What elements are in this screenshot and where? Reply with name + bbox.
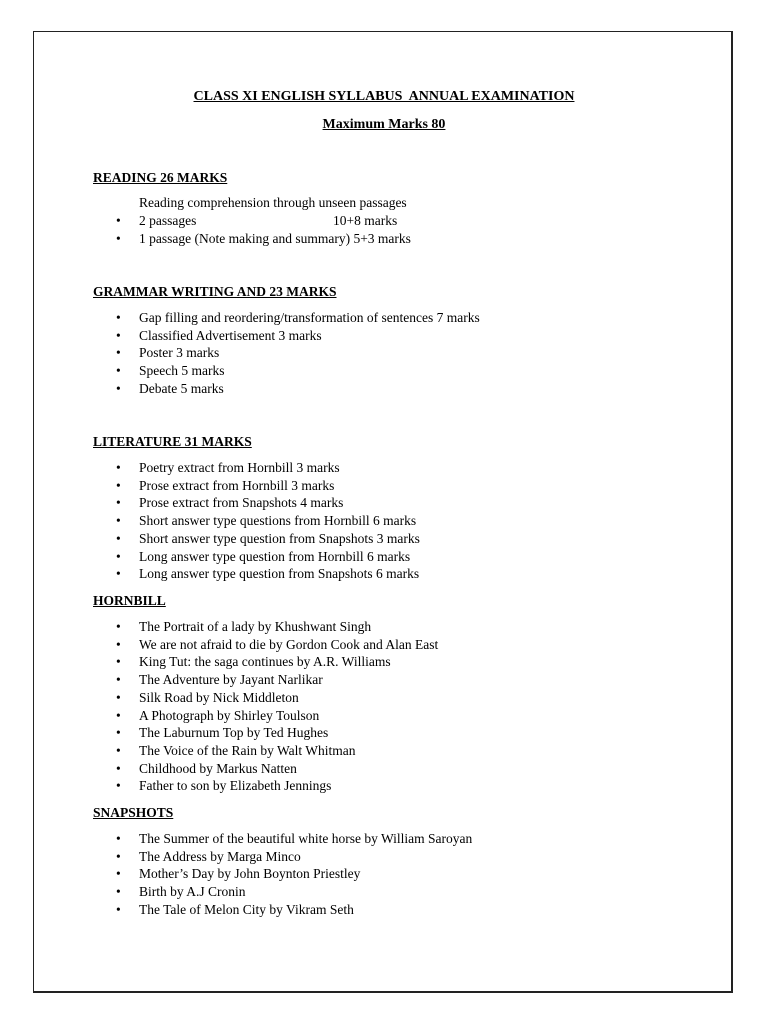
bullet-icon: • bbox=[116, 548, 121, 564]
list-item-text: Poetry extract from Hornbill 3 marks bbox=[139, 460, 340, 475]
list-item-text: Poster 3 marks bbox=[139, 345, 220, 361]
bullet-icon: • bbox=[116, 230, 121, 246]
bullet-icon: • bbox=[116, 310, 121, 325]
list-item-text: Classified Advertisement 3 marks bbox=[139, 327, 322, 343]
bullet-icon: • bbox=[116, 901, 121, 917]
bullet-icon: • bbox=[116, 327, 121, 343]
list-item bbox=[116, 309, 480, 327]
list-item-text: Long answer type question from Hornbill 6 marks bbox=[139, 548, 411, 564]
list-item-text: Debate 5 marks bbox=[139, 380, 224, 396]
list-item-text: Birth by A.J Cronin bbox=[139, 884, 246, 900]
bullet-icon: • bbox=[116, 707, 121, 723]
list-item-text: Short answer type question from Snapshots 3 marks bbox=[139, 530, 420, 546]
list-item bbox=[116, 565, 420, 583]
bullet-icon: • bbox=[116, 213, 121, 228]
list-item bbox=[116, 212, 411, 230]
bullet-icon: • bbox=[116, 363, 121, 379]
list-item-text: King Tut: the saga continues by A.R. Williams bbox=[139, 654, 391, 670]
bullet-icon: • bbox=[116, 495, 121, 511]
list-item-text: Prose extract from Hornbill 3 marks bbox=[139, 477, 335, 493]
document-title: CLASS XI ENGLISH SYLLABUS ANNUAL EXAMINATION bbox=[193, 89, 575, 104]
list-item-text: Short answer type questions from Hornbill 6 marks bbox=[139, 513, 417, 529]
list-item-text: Gap filling and reordering/transformation of sentences 7 marks bbox=[139, 310, 480, 325]
list-item bbox=[116, 724, 438, 742]
bullet-icon: • bbox=[116, 619, 121, 634]
bullet-icon: • bbox=[116, 689, 121, 705]
list-item bbox=[116, 848, 472, 866]
list-item bbox=[116, 883, 472, 901]
list-item bbox=[116, 636, 438, 654]
list-item bbox=[116, 230, 411, 248]
list-item bbox=[116, 653, 438, 671]
bullet-icon: • bbox=[116, 778, 121, 794]
bullet-icon: • bbox=[116, 760, 121, 776]
list-item-text: Long answer type question from Snapshots 6 marks bbox=[139, 566, 420, 582]
bullet-icon: • bbox=[116, 636, 121, 652]
list-item-text: The Laburnum Top by Ted Hughes bbox=[139, 725, 329, 741]
bullet-icon: • bbox=[116, 848, 121, 864]
list-item-text: Prose extract from Snapshots 4 marks bbox=[139, 495, 344, 511]
bullet-icon: • bbox=[116, 477, 121, 493]
list-item bbox=[116, 671, 438, 689]
bullet-icon: • bbox=[116, 654, 121, 670]
list-item bbox=[116, 742, 438, 760]
hornbill-heading: HORNBILL bbox=[93, 593, 166, 608]
list-item bbox=[116, 830, 472, 848]
list-item-text: The Adventure by Jayant Narlikar bbox=[139, 672, 323, 688]
list-item bbox=[116, 689, 438, 707]
list-item bbox=[116, 512, 420, 530]
list-item-text: Father to son by Elizabeth Jennings bbox=[139, 778, 332, 794]
list-item bbox=[116, 380, 480, 398]
bullet-icon: • bbox=[116, 884, 121, 900]
literature-list bbox=[116, 459, 420, 583]
list-item bbox=[116, 548, 420, 566]
list-item-text: Childhood by Markus Natten bbox=[139, 760, 297, 776]
list-item-text: The Address by Marga Minco bbox=[139, 848, 301, 864]
list-item bbox=[116, 327, 480, 345]
list-item bbox=[116, 530, 420, 548]
document-subtitle: Maximum Marks 80 bbox=[322, 117, 446, 132]
list-item-text: The Summer of the beautiful white horse by William Saroyan bbox=[139, 831, 473, 846]
list-item-text: We are not afraid to die by Gordon Cook and Alan East bbox=[139, 636, 439, 652]
snapshots-list bbox=[116, 830, 472, 919]
list-item-text: Silk Road by Nick Middleton bbox=[139, 689, 299, 705]
bullet-icon: • bbox=[116, 831, 121, 846]
reading-item-label: 1 passage (Note making and summary) 5+3 marks bbox=[139, 230, 411, 246]
list-item bbox=[116, 777, 438, 795]
bullet-icon: • bbox=[116, 566, 121, 582]
reading-item-label: 2 passages bbox=[139, 213, 197, 228]
bullet-icon: • bbox=[116, 460, 121, 475]
list-item-text: A Photograph by Shirley Toulson bbox=[139, 707, 320, 723]
list-item bbox=[116, 865, 472, 883]
bullet-icon: • bbox=[116, 672, 121, 688]
list-item bbox=[116, 362, 480, 380]
bullet-icon: • bbox=[116, 345, 121, 361]
bullet-icon: • bbox=[116, 742, 121, 758]
bullet-icon: • bbox=[116, 380, 121, 396]
bullet-icon: • bbox=[116, 866, 121, 882]
list-item bbox=[116, 477, 420, 495]
grammar-writing-heading: GRAMMAR WRITING AND 23 MARKS bbox=[93, 284, 337, 299]
bullet-icon: • bbox=[116, 530, 121, 546]
grammar-writing-list bbox=[116, 309, 480, 398]
reading-item-marks: 10+8 marks bbox=[333, 213, 398, 228]
list-item-text: Speech 5 marks bbox=[139, 363, 225, 379]
list-item bbox=[116, 494, 420, 512]
list-item bbox=[116, 707, 438, 725]
hornbill-list bbox=[116, 618, 438, 795]
list-item-text: The Voice of the Rain by Walt Whitman bbox=[139, 742, 356, 758]
literature-heading: LITERATURE 31 MARKS bbox=[93, 434, 252, 449]
snapshots-heading: SNAPSHOTS bbox=[93, 805, 174, 820]
list-item bbox=[116, 618, 438, 636]
list-item bbox=[116, 760, 438, 778]
list-item bbox=[116, 459, 420, 477]
reading-list bbox=[116, 212, 411, 247]
list-item bbox=[116, 344, 480, 362]
list-item-text: The Tale of Melon City by Vikram Seth bbox=[139, 901, 354, 917]
list-item-text: Mother’s Day by John Boynton Priestley bbox=[139, 866, 361, 882]
bullet-icon: • bbox=[116, 725, 121, 741]
list-item bbox=[116, 901, 472, 919]
list-item-text: The Portrait of a lady by Khushwant Singh bbox=[139, 619, 372, 634]
reading-heading: READING 26 MARKS bbox=[93, 170, 228, 185]
bullet-icon: • bbox=[116, 513, 121, 529]
reading-intro: Reading comprehension through unseen passages bbox=[139, 195, 407, 210]
